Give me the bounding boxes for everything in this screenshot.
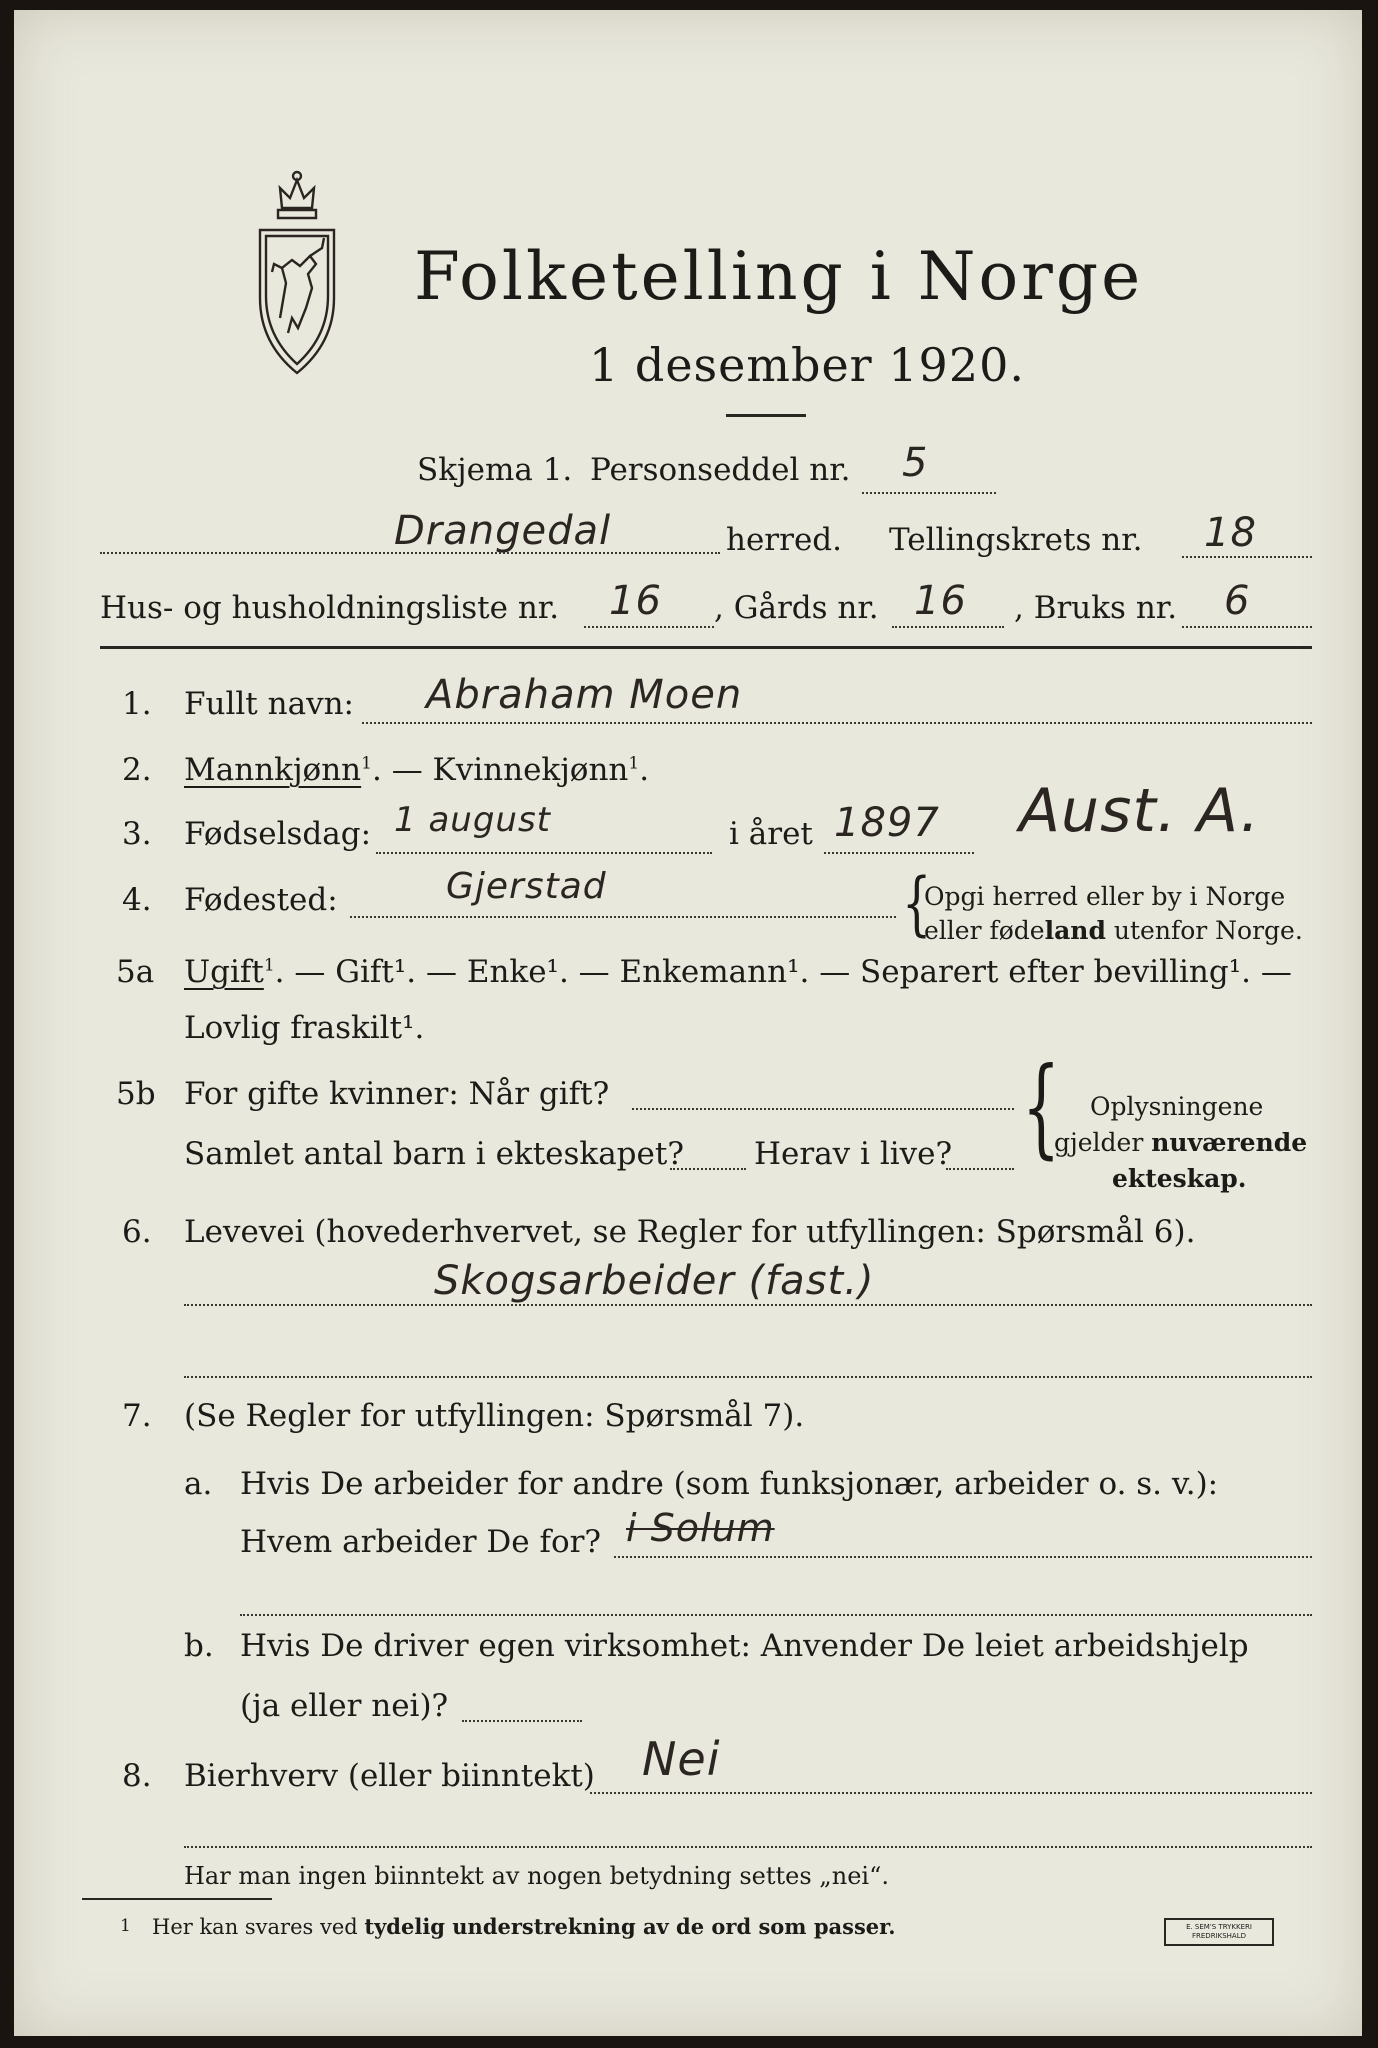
q2-number: 2. [122,752,152,788]
q2-kvinne: Kvinnekjønn [432,752,629,788]
q8-value: Nei [642,1732,721,1786]
q2-mann: Mannkjønn [184,752,362,788]
q4-brace: { [902,862,932,944]
gards-label: , Gårds nr. [714,590,879,626]
footnote-rule [82,1898,272,1900]
q2-sep: . — [371,752,433,788]
q8-line2 [184,1846,1312,1848]
q7a-value: i Solum [626,1506,775,1550]
q7-number: 7. [122,1398,152,1434]
q7a-line3-dots [240,1614,1312,1616]
footnote-number: 1 [120,1916,131,1936]
q7b-line2-dots [462,1720,582,1722]
q6-value: Skogsarbeider (fast.) [434,1258,875,1304]
q3-line [376,852,712,854]
q3-label: Fødselsdag: [184,816,372,852]
personseddel-value: 5 [902,440,929,486]
q5b-line2-a: Samlet antal barn i ekteskapet? [184,1136,684,1172]
q4-note-c: utenfor Norge. [1105,916,1303,945]
norwegian-coat-of-arms [252,168,342,378]
q5b-line2-dots-a [670,1168,746,1170]
q5b-note3: ekteskap. [1112,1164,1247,1193]
q7a-line2: Hvem arbeider De for? [240,1524,602,1560]
q5a-number: 5a [116,954,155,990]
footer-note: Har man ingen biinntekt av nogen betydning settes „nei“. [184,1862,889,1890]
q1-label: Fullt navn: [184,686,354,722]
q3-number: 3. [122,816,152,852]
q4-note-b: land [1044,916,1106,945]
q4-value: Gjerstad [446,866,607,907]
census-form-page [14,10,1362,2036]
herred-label: herred. [726,522,842,558]
footnote-a: Her kan svares ved [152,1915,365,1939]
q5b-line1-dots [632,1108,1014,1110]
q5b-note2-a: gjelder [1054,1128,1152,1157]
q5a-ugift: Ugift [184,954,264,990]
q7b-line1: Hvis De driver egen virksomhet: Anvender De leiet arbeidshjelp [240,1628,1249,1664]
title-divider [726,414,806,417]
q4-label: Fødested: [184,882,338,918]
q5b-note1: Oplysningene [1090,1092,1264,1121]
husliste-value: 16 [609,578,662,624]
q5a-options [184,954,1292,990]
q4-line [350,916,896,918]
q1-value: Abraham Moen [426,672,743,718]
q5b-line2-dots-b [946,1168,1014,1170]
q3-year-value: 1897 [834,800,940,846]
husliste-label: Hus- og husholdningsliste nr. [100,590,560,626]
q4-number: 4. [122,882,152,918]
bruks-line [1182,626,1312,628]
q5b-line1: For gifte kvinner: Når gift? [184,1076,610,1112]
q4-note-line2 [924,916,1303,945]
gards-line [892,626,1004,628]
q7a-line2-dots [614,1556,1312,1558]
footnote-text [152,1914,896,1939]
q5b-note2 [1054,1128,1307,1157]
q5b-line2-b: Herav i live? [754,1136,953,1172]
footnote-b: tydelig understrekning av de ord som passer. [364,1914,896,1939]
census-date: 1 desember 1920. [589,338,1025,392]
q3-annotation: Aust. A. [1019,776,1261,846]
q8-label: Bierhverv (eller biinntekt) [184,1758,595,1794]
tellingskrets-line [1182,556,1312,558]
q5b-number: 5b [116,1076,156,1112]
q4-note-a: eller føde [924,916,1045,945]
q7b-line2: (ja eller nei)? [240,1688,449,1724]
q5b-note2-b: nuværende [1151,1128,1308,1157]
q8-line [590,1792,1312,1794]
q7b-letter: b. [184,1628,214,1664]
skjema-label: Skjema 1. [417,452,573,488]
q5b-brace: { [1022,1045,1061,1171]
q2-kvinne-sup: 1 [628,753,640,774]
q3-year-label: i året [729,816,813,852]
bruks-value: 6 [1224,578,1251,624]
gards-value: 16 [914,578,967,624]
husliste-line [584,626,714,628]
q5a-rest: . — Gift¹. — Enke¹. — Enkemann¹. — Separert efter bevilling¹. — [274,954,1292,990]
tellingskrets-label: Tellingskrets nr. [889,522,1143,558]
personseddel-label: Personseddel nr. [590,452,851,488]
bruks-label: , Bruks nr. [1014,590,1178,626]
q2-options [184,752,649,788]
q6-line2 [184,1376,1312,1378]
q5a-line2: Lovlig fraskilt¹. [184,1010,425,1046]
personseddel-line [862,492,996,494]
printer-line1: E. SEM'S TRYKKERI [1186,1923,1252,1931]
printer-line2: FREDRIKSHALD [1191,1932,1246,1940]
q4-note-line1: Opgi herred eller by i Norge [924,882,1286,911]
q1-line [362,722,1312,724]
form-title: Folketelling i Norge [414,238,1144,315]
q6-label: Levevei (hovederhvervet, se Regler for utfyllingen: Spørsmål 6). [184,1214,1196,1250]
q1-number: 1. [122,686,152,722]
q3-year-line [824,852,974,854]
q8-number: 8. [122,1758,152,1794]
q6-line1 [184,1304,1312,1306]
printer-stamp [1164,1918,1274,1946]
q6-number: 6. [122,1214,152,1250]
q3-value: 1 august [394,800,551,840]
header-rule [100,646,1312,649]
q2-end: . [639,752,650,788]
q7-label: (Se Regler for utfyllingen: Spørsmål 7). [184,1398,805,1434]
herred-value: Drangedal [394,508,612,554]
q2-mann-sup: 1 [361,753,372,774]
tellingskrets-value: 18 [1204,510,1257,556]
q7a-line1: Hvis De arbeider for andre (som funksjonær, arbeider o. s. v.): [240,1466,1219,1502]
q5a-sup: 1 [263,955,275,976]
q7a-letter: a. [184,1466,213,1502]
